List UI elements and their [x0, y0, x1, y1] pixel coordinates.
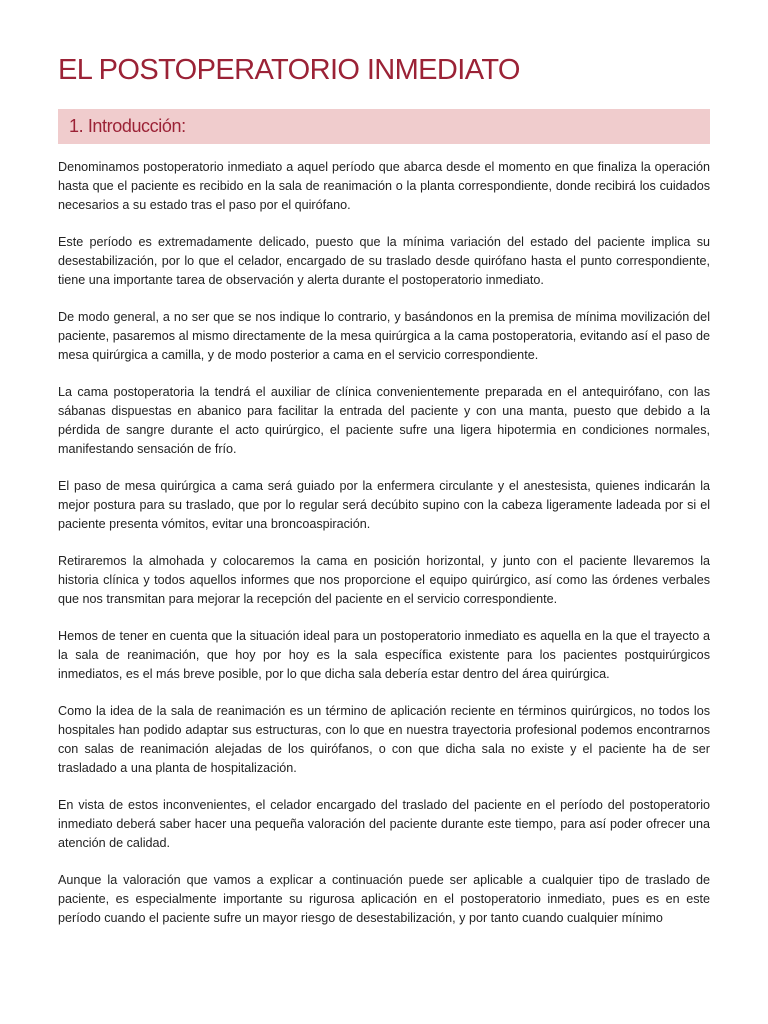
body-text: [58, 158, 710, 946]
paragraph: Como la idea de la sala de reanimación es un término de aplicación reciente en términos quirúrgicos, no todos los hospitales han podido adaptar sus estructuras, con lo que en nuestra trayectoria profesional podemos encontrarnos con salas de reanimación alejadas de los quirófanos, o con que dicha sala no existe y el paciente ha de ser trasladado a una planta de hospitalización.: [58, 704, 710, 775]
paragraph: Aunque la valoración que vamos a explicar a continuación puede ser aplicable a cualquier tipo de traslado de paciente, es especialmente importante su rigurosa aplicación en el postoperatorio inmediato, pues es en este período cuando el paciente sufre un mayor riesgo de desestabilización, y por tanto cuando cualquier mínimo: [58, 873, 710, 925]
paragraph: El paso de mesa quirúrgica a cama será guiado por la enfermera circulante y el anestesista, quienes indicarán la mejor postura para su traslado, que por lo regular será decúbito supino con la cabeza ligeramente ladeada por si el paciente presenta vómitos, evitar una broncoaspiración.: [58, 479, 710, 531]
paragraph: Este período es extremadamente delicado, puesto que la mínima variación del estado del paciente implica su desestabilización, por lo que el celador, encargado de su traslado desde quirófano hasta el punto correspondiente, tiene una importante tarea de observación y alerta durante el postoperatorio inmediato.: [58, 235, 710, 287]
paragraph: La cama postoperatoria la tendrá el auxiliar de clínica convenientemente preparada en el antequirófano, con las sábanas dispuestas en abanico para facilitar la entrada del paciente y con una manta, puesto que debido a la pérdida de sangre durante el acto quirúrgico, el paciente sufre una ligera hipotermia en condiciones normales, manifestando sensación de frío.: [58, 385, 710, 456]
section-heading-band: [58, 109, 710, 144]
paragraph: Denominamos postoperatorio inmediato a aquel período que abarca desde el momento en que finaliza la operación hasta que el paciente es recibido en la sala de reanimación o la planta correspondiente, donde recibirá los cuidados necesarios a su estado tras el paso por el quirófano.: [58, 160, 710, 212]
document-title: EL POSTOPERATORIO INMEDIATO: [58, 54, 520, 86]
paragraph: De modo general, a no ser que se nos indique lo contrario, y basándonos en la premisa de mínima movilización del paciente, pasaremos al mismo directamente de la mesa quirúrgica a la cama postoperatoria, evitando así el paso de mesa quirúrgica a camilla, y de modo posterior a cama en el servicio correspondiente.: [58, 310, 710, 362]
paragraph: Hemos de tener en cuenta que la situación ideal para un postoperatorio inmediato es aquella en la que el trayecto a la sala de reanimación, que hoy por hoy es la sala específica existente para los pacientes postquirúrgicos inmediatos, es el más breve posible, por lo que dicha sala debería estar dentro del área quirúrgica.: [58, 629, 710, 681]
paragraph: Retiraremos la almohada y colocaremos la cama en posición horizontal, y junto con el paciente llevaremos la historia clínica y todos aquellos informes que nos proporcione el equipo quirúrgico, así como las órdenes verbales que nos transmitan para mejorar la recepción del paciente en el servicio correspondiente.: [58, 554, 710, 606]
paragraph: En vista de estos inconvenientes, el celador encargado del traslado del paciente en el período del postoperatorio inmediato deberá saber hacer una pequeña valoración del paciente durante este tiempo, para así poder ofrecer una atención de calidad.: [58, 798, 710, 850]
section-heading: 1. Introducción:: [69, 116, 186, 136]
